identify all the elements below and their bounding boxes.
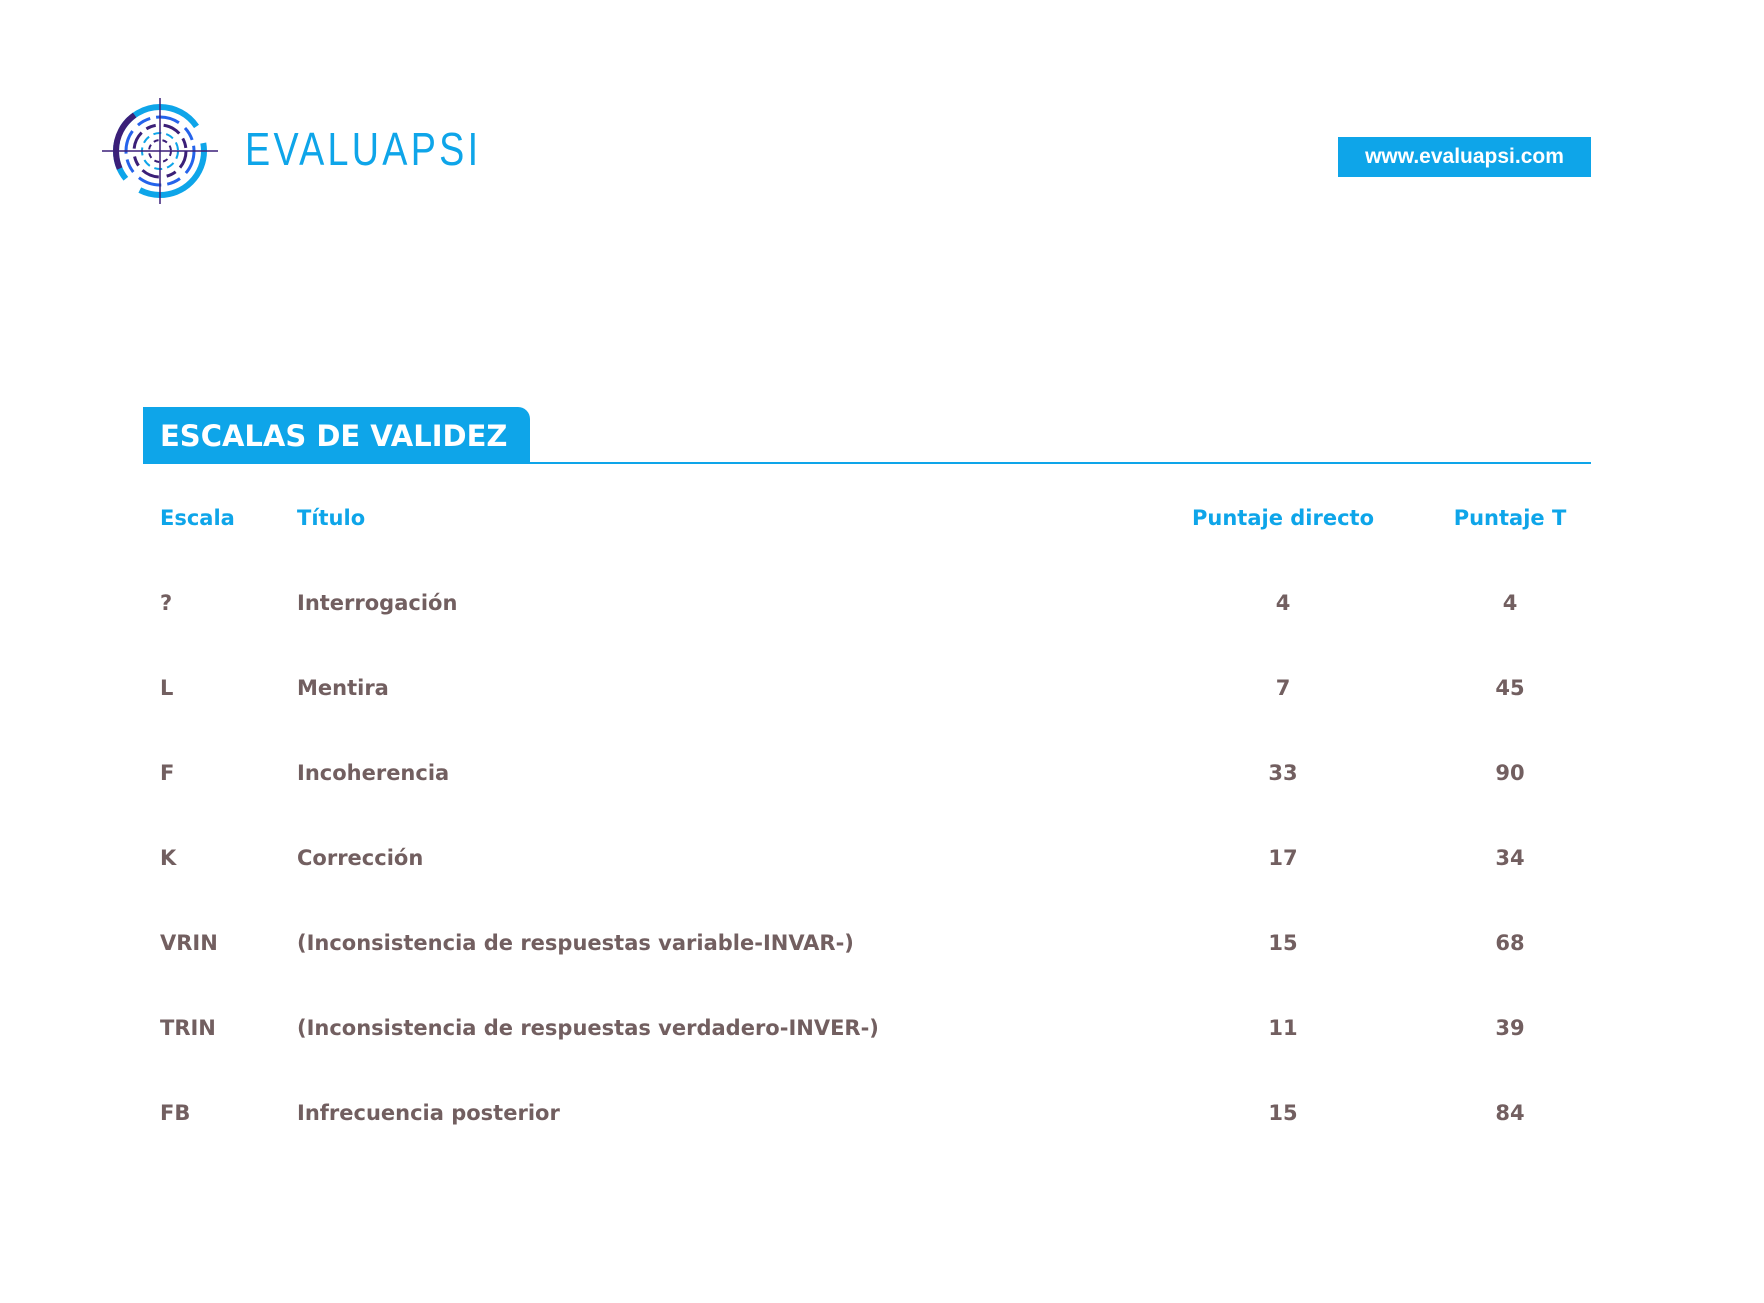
table-row-escala: L (160, 676, 174, 700)
table-row-escala: ? (160, 591, 173, 615)
column-header-escala: Escala (160, 506, 235, 530)
table-row-puntaje-t: 34 (1495, 846, 1525, 870)
table-row-escala: TRIN (160, 1016, 216, 1040)
table-row-escala: VRIN (160, 931, 218, 955)
table-row-titulo: Incoherencia (297, 761, 450, 785)
column-header-puntaje-directo: Puntaje directo (1192, 506, 1374, 530)
table-row-puntaje-t: 84 (1495, 1101, 1525, 1125)
table-row-titulo: (Inconsistencia de respuestas variable-INVAR-) (297, 931, 854, 955)
table-row-puntaje-directo: 33 (1268, 761, 1298, 785)
table-row-titulo: Infrecuencia posterior (297, 1101, 560, 1125)
table-row-puntaje-directo: 15 (1268, 931, 1298, 955)
column-header-puntaje-t: Puntaje T (1453, 506, 1567, 530)
table-row-titulo: Interrogación (297, 591, 458, 615)
table-row-puntaje-directo: 4 (1275, 591, 1291, 615)
table-row-puntaje-t: 90 (1495, 761, 1525, 785)
column-header-titulo: Título (297, 506, 366, 530)
table-row-puntaje-directo: 17 (1268, 846, 1298, 870)
section-title: ESCALAS DE VALIDEZ (143, 407, 530, 464)
website-link[interactable]: www.evaluapsi.com (1338, 137, 1591, 177)
table-row-titulo: Mentira (297, 676, 389, 700)
table-row-escala: FB (160, 1101, 191, 1125)
section-divider (143, 462, 1591, 464)
table-row-puntaje-t: 4 (1502, 591, 1518, 615)
evaluapsi-logo-icon (100, 96, 220, 206)
table-row-titulo: Corrección (297, 846, 424, 870)
table-row-titulo: (Inconsistencia de respuestas verdadero-INVER-) (297, 1016, 879, 1040)
table-row-puntaje-t: 39 (1495, 1016, 1525, 1040)
table-row-puntaje-directo: 7 (1275, 676, 1291, 700)
table-row-puntaje-t: 45 (1495, 676, 1525, 700)
table-row-escala: F (160, 761, 175, 785)
brand-name: EVALUAPSI (245, 123, 482, 175)
table-row-puntaje-directo: 15 (1268, 1101, 1298, 1125)
table-row-puntaje-directo: 11 (1268, 1016, 1298, 1040)
table-row-puntaje-t: 68 (1495, 931, 1525, 955)
table-row-escala: K (160, 846, 177, 870)
